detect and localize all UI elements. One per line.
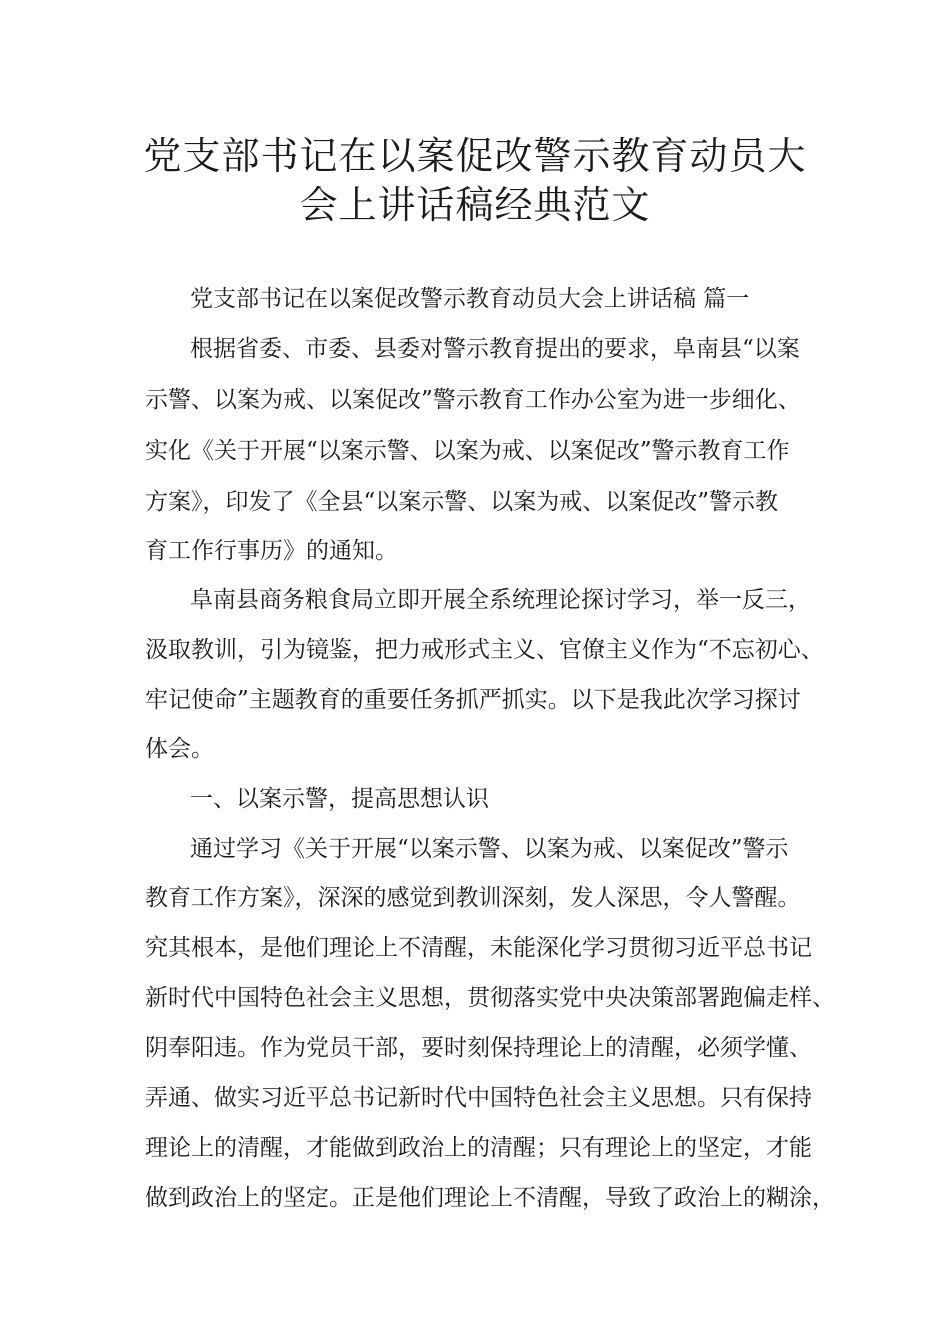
section-heading-part-one: 党支部书记在以案促改警示教育动员大会上讲话稿 篇一 <box>190 286 750 312</box>
paragraph-line: 教育工作方案》，深深的感觉到教训深刻，发人深思，令人警醒。 <box>145 885 801 911</box>
paragraph-line: 汲取教训，引为镜鉴，把力戒形式主义、官僚主义作为“不忘初心、 <box>145 637 824 663</box>
paragraph-line: 通过学习《关于开展“以案示警、以案为戒、以案促改”警示 <box>190 836 789 862</box>
paragraph-line: 做到政治上的坚定。正是他们理论上不清醒，导致了政治上的糊涂， <box>145 1185 835 1211</box>
paragraph-line: 牢记使命”主题教育的重要任务抓严抓实。以下是我此次学习探讨 <box>145 687 801 713</box>
paragraph-line: 示警、以案为戒、以案促改”警示教育工作办公室为进一步细化、 <box>145 387 801 413</box>
paragraph-line: 方案》，印发了《全县“以案示警、以案为戒、以案促改”警示教 <box>145 489 779 515</box>
paragraph-line: 体会。 <box>145 736 214 762</box>
document-title-line-1: 党支部书记在以案促改警示教育动员大 <box>143 134 807 178</box>
paragraph-line: 弄通、做实习近平总书记新时代中国特色社会主义思想。只有保持 <box>145 1085 812 1111</box>
document-title-line-2: 会上讲话稿经典范文 <box>299 183 651 227</box>
paragraph-line: 阴奉阳违。作为党员干部，要时刻保持理论上的清醒，必须学懂、 <box>145 1035 812 1061</box>
paragraph-line: 根据省委、市委、县委对警示教育提出的要求，阜南县“以案 <box>190 336 800 362</box>
paragraph-line: 究其根本，是他们理论上不清醒，未能深化学习贯彻习近平总书记 <box>145 935 812 961</box>
paragraph-line: 新时代中国特色社会主义思想，贯彻落实党中央决策部署跑偏走样、 <box>145 985 835 1011</box>
paragraph-line: 育工作行事历》的通知。 <box>145 538 398 564</box>
paragraph-line: 阜南县商务粮食局立即开展全系统理论探讨学习，举一反三， <box>190 587 811 613</box>
paragraph-line: 理论上的清醒，才能做到政治上的清醒；只有理论上的坚定，才能 <box>145 1135 812 1161</box>
paragraph-line: 实化《关于开展“以案示警、以案为戒、以案促改”警示教育工作 <box>145 438 790 464</box>
section-heading: 一、以案示警，提高思想认识 <box>190 786 489 812</box>
